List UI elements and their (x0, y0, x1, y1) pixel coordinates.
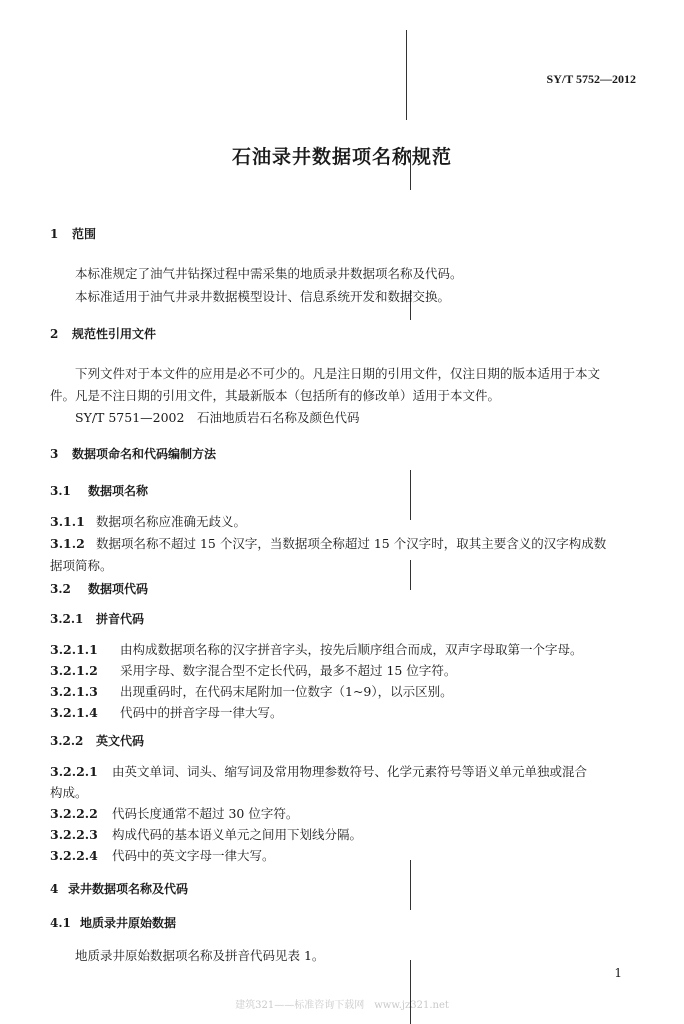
clause-text: 代码长度通常不超过 30 位字符。 (112, 806, 299, 821)
section-number: 3.2 (50, 582, 71, 596)
section-4-heading (50, 880, 188, 897)
section-2-heading (50, 325, 156, 342)
section-number: 1 (50, 227, 59, 241)
section-number: 4 (50, 882, 59, 896)
section-3-2-1-heading (50, 610, 144, 627)
section-title: 数据项命名和代码编制方法 (72, 447, 217, 461)
clause-3-2-1-3 (50, 682, 453, 700)
clause-number: 3.2.1.3 (50, 684, 98, 699)
clause-text: 采用字母、数字混合型不定长代码，最多不超过 15 位字符。 (120, 663, 457, 678)
paragraph: 地质录井原始数据项名称及拼音代码见表 1。 (75, 948, 325, 963)
scan-fold-line (410, 470, 411, 520)
section-number: 3.2.2 (50, 734, 84, 748)
clause-text: 代码中的拼音字母一律大写。 (120, 705, 283, 720)
clause-text: 构成代码的基本语义单元之间用下划线分隔。 (112, 827, 363, 842)
scan-fold-line (410, 960, 411, 1024)
clause-continuation: 据项简称。 (50, 558, 113, 573)
clause-3-1-2 (50, 534, 606, 552)
clause-text: 由英文单词、词头、缩写词及常用物理参数符号、化学元素符号等语义单元单独或混合 (112, 764, 588, 779)
section-title: 录井数据项名称及代码 (68, 882, 189, 896)
clause-text: 数据项名称不超过 15 个汉字，当数据项全称超过 15 个汉字时，取其主要含义的汉字构成数 (96, 536, 607, 551)
section-4-1-heading (50, 914, 176, 931)
section-number: 2 (50, 327, 59, 341)
document-title: 石油录井数据项名称规范 (231, 146, 452, 168)
clause-number: 3.2.2.1 (50, 764, 98, 779)
clause-3-2-2-2 (50, 804, 298, 822)
clause-number: 3.2.2.2 (50, 806, 98, 821)
clause-number: 3.1.1 (50, 514, 85, 529)
clause-3-2-2-4 (50, 846, 275, 864)
section-title: 数据项名称 (88, 484, 149, 498)
clause-text: 代码中的英文字母一律大写。 (112, 848, 275, 863)
section-number: 3 (50, 447, 59, 461)
paragraph: 本标准规定了油气井钻探过程中需采集的地质录井数据项名称及代码。 (75, 266, 463, 281)
section-3-2-2-heading (50, 732, 144, 749)
section-title: 拼音代码 (96, 612, 145, 626)
clause-3-2-1-2 (50, 661, 456, 679)
clause-3-2-2-1 (50, 762, 587, 780)
scan-fold-line (410, 560, 411, 590)
paragraph: 下列文件对于本文件的应用是必不可少的。凡是注日期的引用文件，仅注日期的版本适用于本文 (75, 366, 601, 381)
normative-reference: SY/T 5751—2002 石油地质岩石名称及颜色代码 (75, 410, 360, 425)
page-number: 1 (614, 966, 622, 980)
clause-continuation: 构成。 (50, 785, 88, 800)
clause-number: 3.2.1.4 (50, 705, 98, 720)
clause-number: 3.2.1.2 (50, 663, 98, 678)
standard-code: SY/T 5752—2012 (546, 72, 636, 86)
section-title: 英文代码 (96, 734, 145, 748)
section-title: 范围 (72, 227, 97, 241)
section-title: 地质录井原始数据 (80, 916, 177, 930)
section-1-heading (50, 225, 96, 242)
clause-3-2-1-4 (50, 703, 283, 721)
paragraph: 本标准适用于油气井录井数据模型设计、信息系统开发和数据交换。 (75, 289, 451, 304)
section-number: 3.1 (50, 484, 71, 498)
clause-number: 3.2.2.3 (50, 827, 98, 842)
clause-3-1-1 (50, 512, 246, 530)
clause-3-2-2-3 (50, 825, 362, 843)
scan-fold-line (410, 860, 411, 910)
clause-number: 3.2.1.1 (50, 642, 98, 657)
section-3-1-heading (50, 482, 148, 499)
section-3-2-heading (50, 580, 148, 597)
clause-text: 数据项名称应准确无歧义。 (96, 514, 247, 529)
clause-text: 由构成数据项名称的汉字拼音字头，按先后顺序组合而成，双声字母取第一个字母。 (120, 642, 583, 657)
clause-number: 3.2.2.4 (50, 848, 98, 863)
section-title: 规范性引用文件 (72, 327, 157, 341)
footer-watermark: 建筑321——标准咨询下载网 www.jz321.net (235, 1000, 449, 1011)
clause-text: 出现重码时，在代码末尾附加一位数字（1~9），以示区别。 (120, 684, 453, 699)
clause-3-2-1-1 (50, 640, 583, 658)
clause-number: 3.1.2 (50, 536, 85, 551)
section-title: 数据项代码 (88, 582, 149, 596)
section-number: 4.1 (50, 916, 71, 930)
scan-fold-line (406, 30, 407, 120)
paragraph: 件。凡是不注日期的引用文件，其最新版本（包括所有的修改单）适用于本文件。 (50, 388, 501, 403)
section-number: 3.2.1 (50, 612, 84, 626)
section-3-heading (50, 445, 216, 462)
